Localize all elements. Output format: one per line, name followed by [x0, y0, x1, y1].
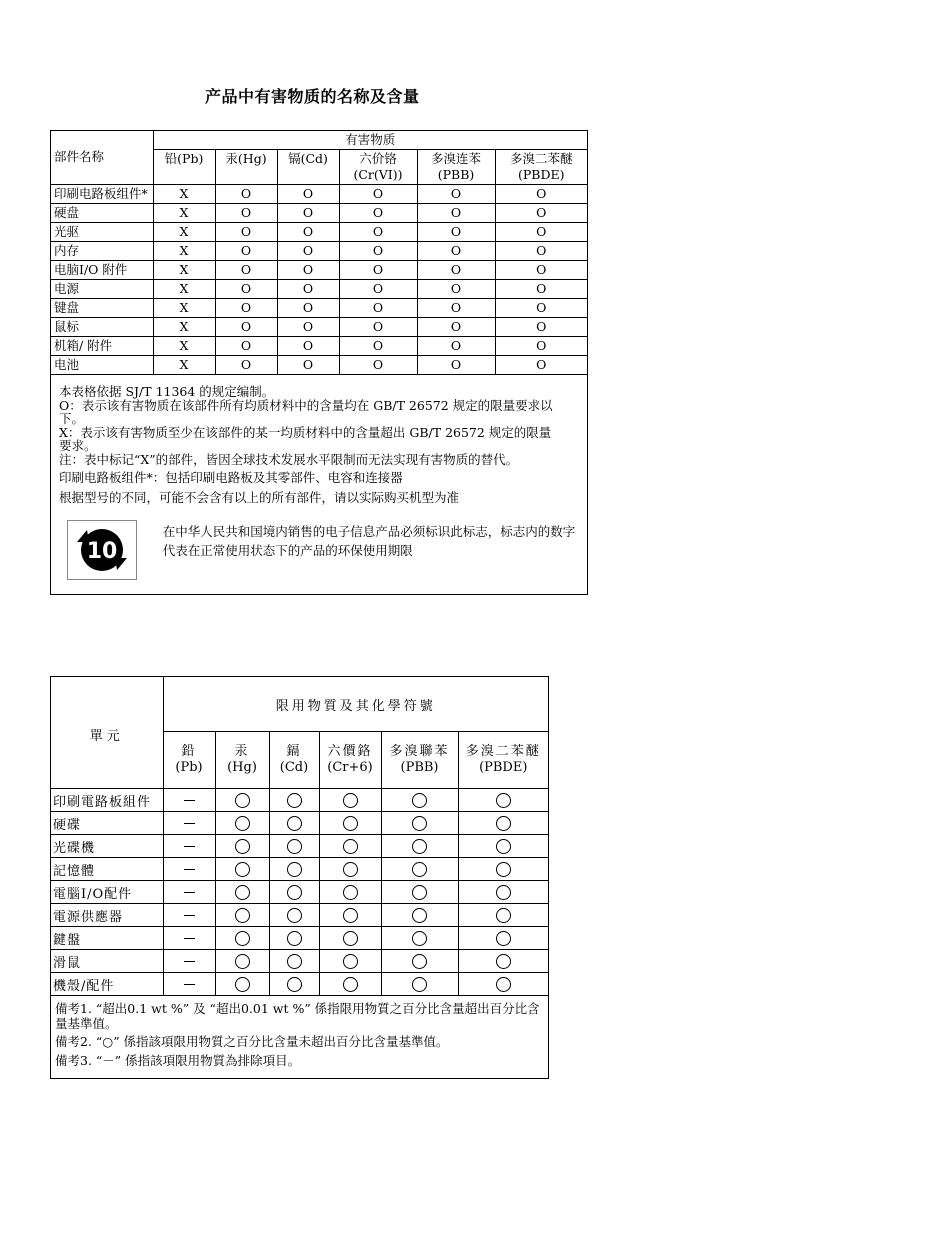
table-row [51, 280, 587, 299]
substance-header [339, 150, 417, 185]
substance-mark [319, 858, 381, 881]
substance-mark: O [339, 242, 417, 261]
circle-mark-icon [287, 839, 302, 854]
substance-mark [215, 835, 269, 858]
circle-mark-icon [235, 839, 250, 854]
substance-group-header: 有害物质 [153, 131, 587, 150]
substance-mark [163, 904, 215, 927]
table-row [51, 185, 587, 204]
substance-mark: O [495, 280, 587, 299]
substance-mark: X [153, 337, 215, 356]
substance-mark [381, 927, 458, 950]
substance-name: 多溴二苯醚 [509, 151, 573, 166]
circle-mark-icon [235, 977, 250, 992]
substance-name: 多溴连苯 [430, 151, 481, 166]
substance-mark: O [215, 356, 277, 375]
circle-mark-icon [496, 839, 511, 854]
circle-mark-icon [412, 793, 427, 808]
substance-mark: O [277, 280, 339, 299]
dash-mark-icon [184, 800, 195, 801]
substance-mark [458, 927, 548, 950]
substance-mark: O [339, 223, 417, 242]
circle-mark-icon [287, 954, 302, 969]
circle-mark-icon [412, 862, 427, 877]
substance-mark: O [339, 318, 417, 337]
table1-notes [51, 375, 587, 510]
substance-mark [381, 904, 458, 927]
substance-mark [319, 973, 381, 996]
substance-mark: O [417, 185, 495, 204]
substance-mark [215, 789, 269, 812]
substance-mark: O [277, 299, 339, 318]
substance-mark: X [153, 185, 215, 204]
substance-mark: O [215, 318, 277, 337]
epup-number: 10 [86, 539, 118, 564]
dash-mark-icon [184, 984, 195, 985]
substance-header [269, 732, 319, 789]
table-row [51, 881, 548, 904]
unit-name: 機殼/配件 [51, 973, 163, 996]
substance-mark [163, 858, 215, 881]
substance-mark: O [215, 299, 277, 318]
part-name: 键盘 [51, 299, 153, 318]
page-title: 产品中有害物质的名称及含量 [205, 87, 420, 106]
substance-symbol: (PBB) [437, 167, 475, 182]
circle-mark-icon [235, 862, 250, 877]
circle-mark-icon [343, 977, 358, 992]
substance-mark [381, 973, 458, 996]
note-line: 備考2. “○” 係指該項限用物質之百分比含量未超出百分比含量基準值。 [55, 1034, 449, 1049]
substance-mark: X [153, 204, 215, 223]
circle-mark-icon [287, 977, 302, 992]
substance-symbol: (Pb) [175, 760, 203, 775]
unit-name: 印刷電路板組件 [51, 789, 163, 812]
substance-mark: O [495, 337, 587, 356]
substance-mark: O [215, 185, 277, 204]
restricted-group-header: 限用物質及其化學符號 [163, 677, 548, 732]
substance-mark: X [153, 223, 215, 242]
substance-mark: O [495, 204, 587, 223]
part-name: 硬盘 [51, 204, 153, 223]
substance-mark [381, 881, 458, 904]
note-line: O：表示该有害物质在该部件所有均质材料中的含量均在 GB/T 26572 规定的限量要求以下。 [59, 397, 553, 426]
substance-mark [269, 858, 319, 881]
substance-mark: O [339, 280, 417, 299]
substance-mark: O [339, 204, 417, 223]
table-row [51, 356, 587, 375]
substance-name: 六价铬 [359, 151, 397, 166]
substance-mark: O [215, 280, 277, 299]
substance-mark [458, 835, 548, 858]
circle-mark-icon [287, 885, 302, 900]
substance-header [153, 150, 215, 185]
substance-mark [458, 973, 548, 996]
circle-mark-icon [412, 977, 427, 992]
substance-symbol: (Hg) [227, 760, 257, 775]
circle-mark-icon [287, 931, 302, 946]
substance-mark [458, 950, 548, 973]
substance-mark: O [417, 318, 495, 337]
table-row [51, 812, 548, 835]
substance-mark: O [215, 204, 277, 223]
substance-mark [163, 835, 215, 858]
substance-mark: X [153, 261, 215, 280]
substance-mark [269, 835, 319, 858]
unit-name: 光碟機 [51, 835, 163, 858]
table-row [51, 204, 587, 223]
substance-mark: X [153, 242, 215, 261]
part-name: 机箱/ 附件 [51, 337, 153, 356]
substance-mark [381, 950, 458, 973]
table-row [51, 789, 548, 812]
substance-mark: O [277, 242, 339, 261]
substance-mark [269, 789, 319, 812]
substance-mark: O [339, 356, 417, 375]
substance-symbol: (PBDE) [479, 760, 528, 775]
substance-mark: O [495, 356, 587, 375]
substance-name: 多溴二苯醚 [465, 744, 541, 759]
substance-mark [269, 927, 319, 950]
circle-mark-icon [343, 885, 358, 900]
table-row [51, 337, 587, 356]
circle-mark-icon [496, 862, 511, 877]
substance-mark: O [417, 337, 495, 356]
substance-mark [163, 927, 215, 950]
part-name-header: 部件名称 [51, 131, 153, 185]
substance-mark: O [277, 204, 339, 223]
substance-name: 鎘 [286, 744, 302, 759]
substance-mark: O [339, 337, 417, 356]
circle-mark-icon [287, 793, 302, 808]
substance-mark: O [339, 261, 417, 280]
substance-symbol: (Cr+6) [327, 760, 373, 775]
circle-mark-icon [412, 908, 427, 923]
epup-section [51, 510, 587, 594]
substance-name: 六價鉻 [327, 744, 373, 759]
circle-mark-icon [343, 793, 358, 808]
substance-mark [163, 789, 215, 812]
substance-mark [269, 950, 319, 973]
table2-notes [51, 996, 548, 1078]
part-name: 鼠标 [51, 318, 153, 337]
substance-mark: O [417, 356, 495, 375]
substance-mark [319, 812, 381, 835]
substance-mark [458, 904, 548, 927]
table-row [51, 835, 548, 858]
part-name: 电脑I/O 附件 [51, 261, 153, 280]
table-row [51, 950, 548, 973]
circle-mark-icon [343, 908, 358, 923]
circle-mark-icon [343, 816, 358, 831]
circle-mark-icon [343, 839, 358, 854]
substance-header [319, 732, 381, 789]
dash-mark-icon [184, 846, 195, 847]
substance-mark: O [277, 356, 339, 375]
substance-mark: O [495, 185, 587, 204]
unit-name: 硬碟 [51, 812, 163, 835]
substance-header [381, 732, 458, 789]
note-line: 備考1. “超出0.1 wt %” 及 “超出0.01 wt %” 係指限用物質之百分比含量超出百分比含量基準值。 [55, 1001, 540, 1031]
substance-header [277, 150, 339, 185]
substance-mark: O [417, 204, 495, 223]
substance-mark: O [495, 318, 587, 337]
unit-header: 單元 [51, 677, 163, 789]
substance-mark [163, 812, 215, 835]
dash-mark-icon [184, 823, 195, 824]
circle-mark-icon [496, 977, 511, 992]
unit-name: 記憶體 [51, 858, 163, 881]
substance-mark: O [495, 223, 587, 242]
substance-mark: O [277, 261, 339, 280]
substance-mark: O [495, 261, 587, 280]
part-name: 电池 [51, 356, 153, 375]
table-row [51, 223, 587, 242]
circle-mark-icon [235, 908, 250, 923]
substance-name: 汞 [234, 744, 250, 759]
circle-mark-icon [496, 954, 511, 969]
substance-mark: O [215, 337, 277, 356]
circle-mark-icon [235, 931, 250, 946]
substance-mark: O [495, 242, 587, 261]
epup-logo [67, 520, 137, 580]
circle-mark-icon [496, 816, 511, 831]
substance-mark [319, 927, 381, 950]
substance-symbol: (PBDE) [518, 167, 565, 182]
circle-mark-icon [343, 931, 358, 946]
circle-mark-icon [412, 839, 427, 854]
substance-mark [269, 973, 319, 996]
dash-mark-icon [184, 869, 195, 870]
circle-mark-icon [412, 885, 427, 900]
substance-mark [319, 904, 381, 927]
substance-mark: X [153, 318, 215, 337]
substance-mark [215, 927, 269, 950]
substance-header [417, 150, 495, 185]
substance-mark: O [495, 299, 587, 318]
part-name: 印刷电路板组件* [51, 185, 153, 204]
circle-mark-icon [235, 885, 250, 900]
substance-mark: O [339, 185, 417, 204]
substance-mark [215, 812, 269, 835]
substance-header [215, 150, 277, 185]
substance-mark [458, 812, 548, 835]
note-line: X：表示该有害物质至少在该部件的某一均质材料中的含量超出 GB/T 26572 规定的限量要求。 [59, 424, 552, 453]
substance-symbol: (PBB) [400, 760, 439, 775]
circle-mark-icon [287, 816, 302, 831]
substance-mark: O [417, 242, 495, 261]
substance-mark [458, 858, 548, 881]
substance-mark: X [153, 280, 215, 299]
substance-name: 鉛 [181, 744, 197, 759]
substance-mark: X [153, 356, 215, 375]
substance-mark: O [339, 299, 417, 318]
substance-mark [215, 858, 269, 881]
circle-mark-icon [412, 931, 427, 946]
substance-mark: O [277, 223, 339, 242]
substance-mark [269, 812, 319, 835]
note-line: 本表格依据 SJ/T 11364 的规定编制。 [59, 384, 275, 399]
table-row [51, 261, 587, 280]
substance-mark: O [215, 242, 277, 261]
substance-mark [458, 789, 548, 812]
circle-mark-icon [287, 862, 302, 877]
substance-mark: O [215, 261, 277, 280]
circle-mark-icon [496, 931, 511, 946]
table-row [51, 318, 587, 337]
substance-header [163, 732, 215, 789]
substance-symbol: (Cd) [279, 760, 309, 775]
circle-mark-icon [412, 816, 427, 831]
substance-mark: O [417, 299, 495, 318]
substance-mark: O [417, 223, 495, 242]
substance-name: 铅(Pb) [164, 151, 204, 166]
substance-mark [163, 973, 215, 996]
unit-name: 電源供應器 [51, 904, 163, 927]
dash-mark-icon [184, 961, 195, 962]
circle-mark-icon [343, 954, 358, 969]
circle-mark-icon [235, 954, 250, 969]
note-line: 備考3. “－” 係指該項限用物質為排除項目。 [55, 1052, 301, 1068]
note-line: 印刷电路板组件*：包括印刷电路板及其零部件、电容和连接器 [59, 470, 403, 485]
unit-name: 電腦I/O配件 [51, 881, 163, 904]
substance-mark [215, 881, 269, 904]
circle-mark-icon [412, 954, 427, 969]
circle-mark-icon [496, 908, 511, 923]
substance-mark: O [417, 280, 495, 299]
substance-mark [269, 904, 319, 927]
part-name: 电源 [51, 280, 153, 299]
substance-name: 汞(Hg) [225, 151, 267, 166]
substance-mark [215, 973, 269, 996]
substance-mark [215, 904, 269, 927]
table-row [51, 299, 587, 318]
substance-mark [381, 858, 458, 881]
substance-name: 多溴聯苯 [389, 744, 450, 759]
substance-mark [215, 950, 269, 973]
circle-mark-icon [343, 862, 358, 877]
restricted-substances-table-tw [50, 676, 549, 1079]
circle-mark-icon [235, 793, 250, 808]
table-row [51, 858, 548, 881]
substance-mark [319, 950, 381, 973]
substance-mark [381, 812, 458, 835]
substance-mark [458, 881, 548, 904]
substance-mark [269, 881, 319, 904]
substance-mark [163, 950, 215, 973]
table1-grid [51, 131, 587, 375]
substance-mark [381, 789, 458, 812]
table-row [51, 927, 548, 950]
substance-mark [319, 835, 381, 858]
table-row [51, 973, 548, 996]
substance-symbol: (Cr(VI)) [353, 167, 403, 182]
substance-header [495, 150, 587, 185]
substance-mark [163, 881, 215, 904]
dash-mark-icon [184, 938, 195, 939]
unit-name: 滑鼠 [51, 950, 163, 973]
substance-mark: O [215, 223, 277, 242]
substance-mark [319, 881, 381, 904]
substance-mark: X [153, 299, 215, 318]
substance-mark [381, 835, 458, 858]
dash-mark-icon [184, 915, 195, 916]
note-line: 注：表中标记“X”的部件，皆因全球技术发展水平限制而无法实现有害物质的替代。 [59, 451, 519, 467]
table-row [51, 904, 548, 927]
unit-name: 鍵盤 [51, 927, 163, 950]
substance-mark: O [277, 185, 339, 204]
dash-mark-icon [184, 892, 195, 893]
substance-mark: O [277, 337, 339, 356]
recycle-arrows-icon [71, 522, 133, 578]
circle-mark-icon [496, 885, 511, 900]
substance-header [458, 732, 548, 789]
part-name: 光驱 [51, 223, 153, 242]
substance-mark [319, 789, 381, 812]
table2-grid [51, 677, 548, 996]
hazardous-substances-table-cn [50, 130, 588, 595]
substance-header [215, 732, 269, 789]
circle-mark-icon [235, 816, 250, 831]
substance-mark: O [417, 261, 495, 280]
part-name: 内存 [51, 242, 153, 261]
epup-description: 在中华人民共和国境内销售的电子信息产品必须标识此标志，标志内的数字代表在正常使用状态下的产品的环保使用期限 [162, 524, 576, 558]
table-row [51, 242, 587, 261]
substance-name: 镉(Cd) [288, 151, 328, 166]
circle-mark-icon [287, 908, 302, 923]
note-line: 根据型号的不同，可能不会含有以上的所有部件，请以实际购买机型为准 [59, 490, 460, 505]
circle-mark-icon [496, 793, 511, 808]
substance-mark: O [277, 318, 339, 337]
